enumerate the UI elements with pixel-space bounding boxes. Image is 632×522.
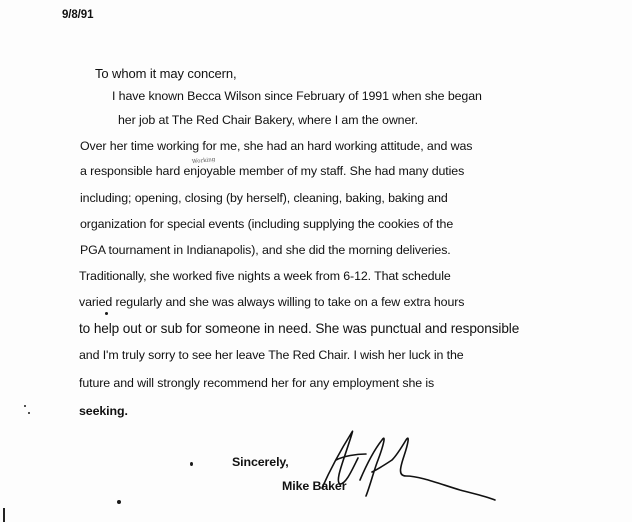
body-line-5: including; opening, closing (by herself), cleaning, baking, baking and	[80, 191, 448, 205]
body-line-2: her job at The Red Chair Bakery, where I am the owner.	[118, 113, 418, 127]
body-line-4: a responsible hard enjoyable member of my staff. She had many duties	[80, 164, 465, 178]
stray-dot	[24, 405, 26, 407]
signer-name: Mike Baker	[282, 479, 347, 493]
body-line-11: and I'm truly sorry to see her leave The Red Chair. I wish her luck in the	[79, 348, 464, 362]
stray-dot	[190, 462, 193, 466]
stray-dot	[105, 312, 108, 315]
body-line-13: seeking.	[79, 404, 128, 418]
body-line-10: to help out or sub for someone in need. She was punctual and responsible	[79, 321, 520, 336]
handwritten-insertion: Working	[191, 156, 216, 166]
handwritten-signature	[300, 410, 500, 510]
body-line-6: organization for special events (including supplying the cookies of the	[80, 217, 454, 231]
body-line-3: Over her time working for me, she had an hard working attitude, and was	[80, 139, 473, 153]
scan-edge-mark	[3, 508, 5, 522]
closing: Sincerely,	[232, 455, 289, 469]
body-line-9: varied regularly and she was always willing to take on a few extra hours	[79, 295, 465, 309]
body-line-12: future and will strongly recommend her for any employment she is	[79, 376, 435, 390]
salutation: To whom it may concern,	[95, 66, 237, 81]
stray-dot	[28, 412, 30, 414]
body-line-7: PGA tournament in Indianapolis), and she did the morning deliveries.	[80, 243, 451, 257]
letter-date: 9/8/91	[62, 9, 94, 21]
body-line-1: I have known Becca Wilson since February of 1991 when she began	[112, 89, 482, 103]
stray-dot	[117, 500, 121, 504]
body-line-8: Traditionally, she worked five nights a week from 6-12. That schedule	[79, 269, 451, 283]
